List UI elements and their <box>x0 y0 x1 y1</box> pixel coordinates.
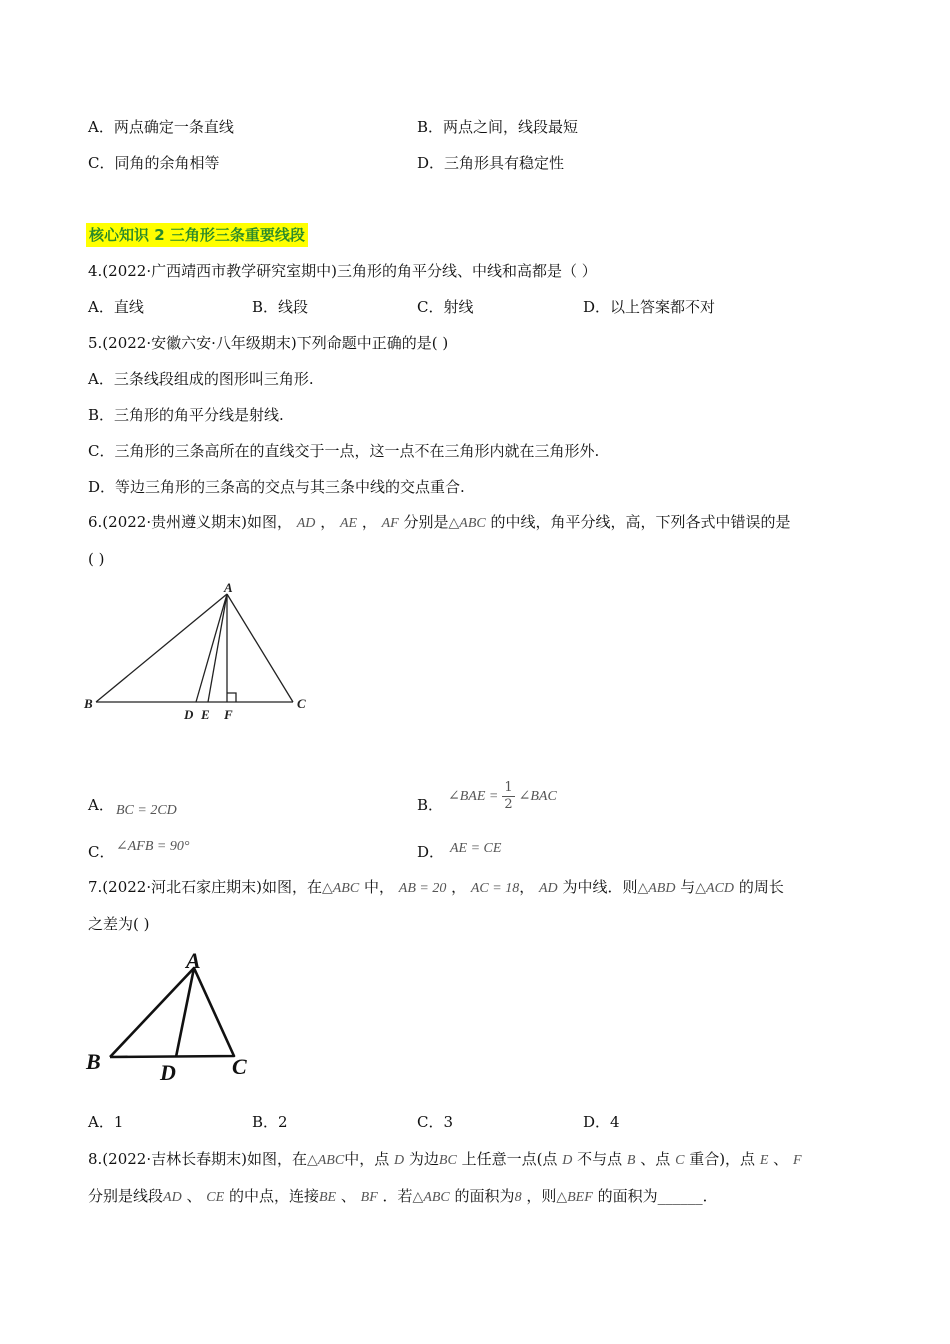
q3-option-d: D．三角形具有稳定性 <box>417 154 565 172</box>
section-heading: 核心知识 2 三角形三条重要线段 <box>86 223 308 247</box>
math-ae: AE <box>339 516 358 531</box>
side-ac <box>227 594 293 702</box>
triangle-abc <box>110 968 234 1057</box>
q4-option-c: C．射线 <box>417 298 474 316</box>
q6-paren: ( ) <box>88 550 105 568</box>
q3-option-a: A．两点确定一条直线 <box>88 118 234 136</box>
right-angle-mark <box>227 693 236 702</box>
q7-option-d: D．4 <box>583 1113 620 1131</box>
q4-option-a: A．直线 <box>88 298 144 316</box>
median-ad <box>176 968 194 1057</box>
q6-option-b-math: ∠BAE = $\frac{1}{2}$ ∠BAC <box>448 780 557 812</box>
q8-stem-line1: 8.(2022·吉林长春期末)如图，在△ABC中，点 D 为边BC 上任意一点(点 D 不与点 B 、点 C 重合)，点 E 、 F <box>88 1150 802 1168</box>
side-ab <box>96 594 227 702</box>
math-ad: AD <box>296 516 316 531</box>
q3-option-c: C．同角的余角相等 <box>88 154 220 172</box>
q5-option-d: D．等边三角形的三条高的交点与其三条中线的交点重合. <box>88 478 465 496</box>
q6-option-c-label: C． <box>88 843 115 861</box>
label-d: D <box>184 707 194 722</box>
label-f: F <box>224 707 233 722</box>
q7-stem: 7.(2022·河北石家庄期末)如图，在△ABC 中， AB = 20 ， AC = 18， AD 为中线．则△ABD 与△ACD 的周长 <box>88 878 784 896</box>
q7-stem-line2: 之差为( ) <box>88 915 150 933</box>
q8-stem-line2: 分别是线段AD 、 CE 的中点，连接BE 、 BF ．若△ABC 的面积为8 ，则△BEF 的面积为______． <box>88 1187 718 1205</box>
q7-triangle-figure <box>84 944 264 1084</box>
label-d: D <box>160 1060 176 1084</box>
label-b: B <box>84 696 93 711</box>
q4-stem: 4.(2022·广西靖西市教学研究室期中)三角形的角平分线、中线和高都是（ ） <box>88 262 597 280</box>
q5-stem: 5.(2022·安徽六安·八年级期末)下列命题中正确的是( ) <box>88 334 449 352</box>
q6-option-d-label: D． <box>417 843 445 861</box>
label-c: C <box>232 1054 247 1079</box>
label-c: C <box>297 696 306 711</box>
q5-option-b: B．三角形的角平分线是射线. <box>88 406 284 424</box>
q4-option-b: B．线段 <box>252 298 309 316</box>
q5-option-c: C．三角形的三条高所在的直线交于一点，这一点不在三角形内就在三角形外. <box>88 442 600 460</box>
q6-option-b-label: B． <box>417 796 444 814</box>
q5-option-a: A．三条线段组成的图形叫三角形. <box>88 370 314 388</box>
math-triangle: △ABC <box>448 516 486 531</box>
label-a: A <box>186 948 201 973</box>
q6-triangle-figure <box>80 578 320 723</box>
math-af: AF <box>381 516 399 531</box>
label-b: B <box>86 1049 101 1074</box>
q7-option-a: A．1 <box>88 1113 124 1131</box>
q7-option-b: B．2 <box>252 1113 288 1131</box>
q7-option-c: C．3 <box>417 1113 454 1131</box>
q6-option-c-math: ∠AFB = 90° <box>116 839 190 854</box>
q6-stem: 6.(2022·贵州遵义期末)如图， AD ， AE ， AF 分别是△ABC 的中线，角平分线，高，下列各式中错误的是 <box>88 513 791 531</box>
label-a: A <box>224 580 233 595</box>
q6-option-d-math: AE = CE <box>450 841 502 856</box>
q6-option-a-math: BC = 2CD <box>116 803 177 818</box>
q3-option-b: B．两点之间，线段最短 <box>417 118 579 136</box>
q6-option-a-label: A． <box>88 796 114 814</box>
q4-option-d: D．以上答案都不对 <box>583 298 716 316</box>
label-e: E <box>201 707 210 722</box>
